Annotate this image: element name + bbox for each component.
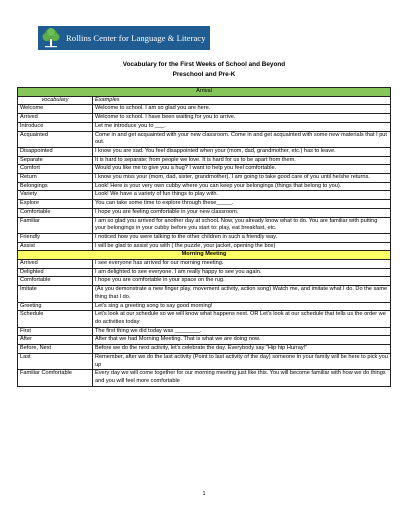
example-sentence: I hope you are comfortable in your space on the rug. bbox=[93, 277, 391, 286]
example-sentence: I see everyone has arrived for our morning meeting. bbox=[93, 260, 391, 269]
vocabulary-word: Comfortable bbox=[18, 277, 93, 286]
table-row bbox=[18, 156, 391, 165]
vocabulary-word: Last bbox=[18, 353, 93, 369]
column-header: Examples bbox=[93, 96, 391, 105]
example-sentence: Let’s sing a greeting song to say good morning! bbox=[93, 302, 391, 311]
table-row bbox=[18, 260, 391, 269]
vocabulary-word: After bbox=[18, 336, 93, 345]
example-sentence: I noticed how you were talking to the other children in such a friendly way. bbox=[93, 233, 391, 242]
example-sentence: It is hard to separate; from people we love. It is hard for us to be apart from them. bbox=[93, 156, 391, 165]
example-sentence: Would you like me to give you a hug? I want to help you feel comfortable. bbox=[93, 165, 391, 174]
table-row bbox=[18, 131, 391, 147]
table-row bbox=[18, 217, 391, 233]
vocabulary-word: Variety bbox=[18, 191, 93, 200]
example-sentence: Welcome to school. I have been waiting for you to arrive. bbox=[93, 114, 391, 123]
page-subtitle: Preschool and Pre-K bbox=[172, 71, 236, 78]
vocabulary-word: Explore bbox=[18, 200, 93, 209]
table-row bbox=[18, 105, 391, 114]
table-row bbox=[18, 336, 391, 345]
table-row bbox=[18, 208, 391, 217]
header-logo bbox=[38, 26, 210, 50]
column-header-row bbox=[18, 96, 391, 105]
vocabulary-word: Introduce bbox=[18, 122, 93, 131]
example-sentence: Let me introduce you to ___. bbox=[93, 122, 391, 131]
vocabulary-word: Schedule bbox=[18, 311, 93, 327]
vocabulary-word: Acquainted bbox=[18, 131, 93, 147]
table-row bbox=[18, 165, 391, 174]
example-sentence: Remember, after we do the last activity (Point to last activity of the day) someone in your family will be here to pick you up bbox=[93, 353, 391, 369]
page-number: 1 bbox=[202, 491, 206, 497]
vocabulary-word: Separate bbox=[18, 156, 93, 165]
table-row bbox=[18, 286, 391, 302]
vocabulary-word: Before, Next bbox=[18, 345, 93, 354]
vocabulary-word: Imitate bbox=[18, 286, 93, 302]
column-header: vocabulary bbox=[18, 96, 93, 105]
vocabulary-word: First bbox=[18, 327, 93, 336]
example-sentence: I will be glad to assist you with ( the puzzle, your jacket, opening the box) bbox=[93, 242, 391, 251]
vocabulary-word: Familiar Comfortable bbox=[18, 370, 93, 386]
section-title: Arrival bbox=[18, 88, 391, 97]
tree-logo-icon bbox=[38, 26, 64, 50]
table-row bbox=[18, 327, 391, 336]
table-row bbox=[18, 268, 391, 277]
vocabulary-word: Return bbox=[18, 174, 93, 183]
example-sentence: I am delighted to see everyone. I am really happy to see you again. bbox=[93, 268, 391, 277]
table-row bbox=[18, 302, 391, 311]
vocabulary-word: Belongings bbox=[18, 182, 93, 191]
section-header bbox=[18, 88, 391, 97]
section-title: Morning Meeting bbox=[18, 251, 391, 260]
page-title: Vocabulary for the First Weeks of School and Beyond bbox=[122, 61, 286, 68]
example-sentence: Let’s look at our schedule so we will know what happens next. OR Let’s look at our schedule that tells us the order we do activities today bbox=[93, 311, 391, 327]
vocabulary-word: Disappointed bbox=[18, 147, 93, 156]
vocabulary-word: Comfort bbox=[18, 165, 93, 174]
example-sentence: After that we had Morning Meeting. That is what we are doing now. bbox=[93, 336, 391, 345]
example-sentence: I know you are sad. You feel disappointed when your (mom, dad, grandmother, etc.) has to leave. bbox=[93, 147, 391, 156]
table-row bbox=[18, 370, 391, 386]
example-sentence: The first thing we did today was ________. bbox=[93, 327, 391, 336]
example-sentence: Before we do the next activity, let’s celebrate the day. Everybody say “Hip hip Hurray!” bbox=[93, 345, 391, 354]
example-sentence: Every day we will come together for our morning meeting just like this. You will become familiar with how we do things and you will feel more comfortable bbox=[93, 370, 391, 386]
example-sentence: You can take some time to explore through these_____. bbox=[93, 200, 391, 209]
example-sentence: (As you demonstrate a new finger play, movement activity, action song) Watch me, and imitate what I do. Do the same thing that I do. bbox=[93, 286, 391, 302]
vocabulary-word: Assist bbox=[18, 242, 93, 251]
vocabulary-word: Friendly bbox=[18, 233, 93, 242]
table-row bbox=[18, 200, 391, 209]
vocabulary-word: Delighted bbox=[18, 268, 93, 277]
section-header bbox=[18, 251, 391, 260]
table-row bbox=[18, 233, 391, 242]
table-row bbox=[18, 122, 391, 131]
example-sentence: Look! Here is your very own cubby where you can keep your belongings (things that belong to you). bbox=[93, 182, 391, 191]
table-row bbox=[18, 353, 391, 369]
vocabulary-word: Arrived bbox=[18, 114, 93, 123]
example-sentence: Come in and get acquainted with your new classroom. Come in and get acquainted with some new materials that I put out. bbox=[93, 131, 391, 147]
table-row bbox=[18, 191, 391, 200]
table-row bbox=[18, 182, 391, 191]
table-row bbox=[18, 147, 391, 156]
example-sentence: I am so glad you arrived for another day at school. Now, you already know what to do. You are familiar with putting your belongings in your cubby before you start to: play, eat breakfast, etc. bbox=[93, 217, 391, 233]
vocabulary-word: Comfortable bbox=[18, 208, 93, 217]
table-row bbox=[18, 114, 391, 123]
vocabulary-word: Familiar bbox=[18, 217, 93, 233]
org-name: Rollins Center for Language & Literacy bbox=[66, 33, 206, 43]
table-row bbox=[18, 345, 391, 354]
example-sentence: Look! We have a variety of fun things to play with. bbox=[93, 191, 391, 200]
table-row bbox=[18, 174, 391, 183]
vocabulary-word: Greeting bbox=[18, 302, 93, 311]
example-sentence: I hope you are feeling comfortable in your new classroom. bbox=[93, 208, 391, 217]
table-row bbox=[18, 311, 391, 327]
table-row bbox=[18, 277, 391, 286]
vocabulary-table bbox=[17, 87, 391, 387]
example-sentence: I know you miss your (mom, dad, sister, grandmother). I am going to take good care of you until he/she returns. bbox=[93, 174, 391, 183]
table-row bbox=[18, 242, 391, 251]
vocabulary-word: Welcome bbox=[18, 105, 93, 114]
vocabulary-word: Arrived bbox=[18, 260, 93, 269]
example-sentence: Welcome to school. I am so glad you are here. bbox=[93, 105, 391, 114]
